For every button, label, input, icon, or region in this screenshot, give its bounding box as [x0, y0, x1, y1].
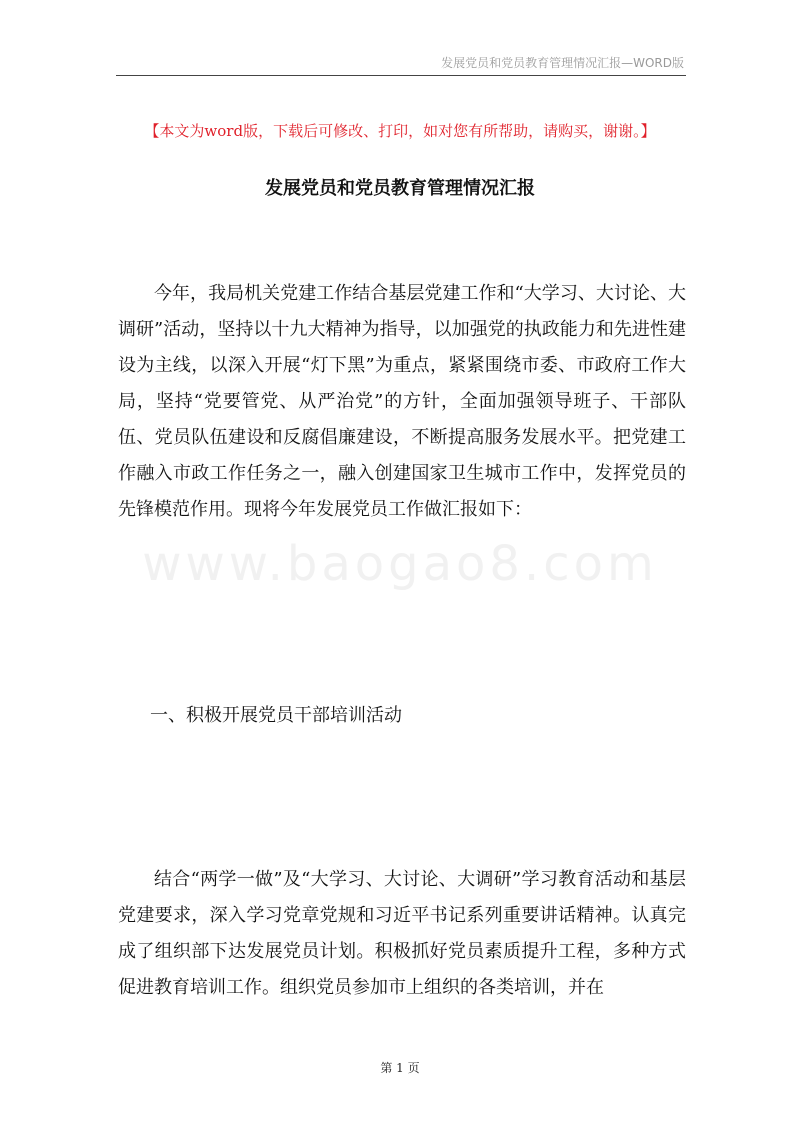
- body-paragraph-intro: 今年，我局机关党建工作结合基层党建工作和“大学习、大讨论、大调研”活动，坚持以十九大精神为指导，以加强党的执政能力和先进性建设为主线，以深入开展“灯下黑”为重点，紧紧围绕市委、市政府工作大局，坚持“党要管党、从严治党”的方针，全面加强领导班子、干部队伍、党员队伍建设和反腐倡廉建设，不断提高服务发展水平。把党建工作融入市政工作任务之一，融入创建国家卫生城市工作中，发挥党员的先锋模范作用。现将今年发展党员工作做汇报如下：: [118, 283, 686, 520]
- section-heading-1: 一、积极开展党员干部培训活动: [150, 705, 402, 726]
- running-header: 发展党员和党员教育管理情况汇报—WORD版: [441, 56, 684, 70]
- purchase-notice: 【本文为word版，下载后可修改、打印，如对您有所帮助，请购买，谢谢。】: [144, 122, 656, 140]
- watermark: www.baogao8.com: [142, 536, 658, 592]
- document-title: 发展党员和党员教育管理情况汇报: [265, 178, 535, 199]
- header-divider: [116, 75, 686, 76]
- body-paragraph-training: 结合“两学一做”及“大学习、大讨论、大调研”学习教育活动和基层党建要求，深入学习党章党规和习近平书记系列重要讲话精神。认真完成了组织部下达发展党员计划。积极抓好党员素质提升工程，多种方式促进教育培训工作。组织党员参加市上组织的各类培训，并在: [118, 869, 686, 998]
- page-number: 第 1 页: [380, 1061, 420, 1075]
